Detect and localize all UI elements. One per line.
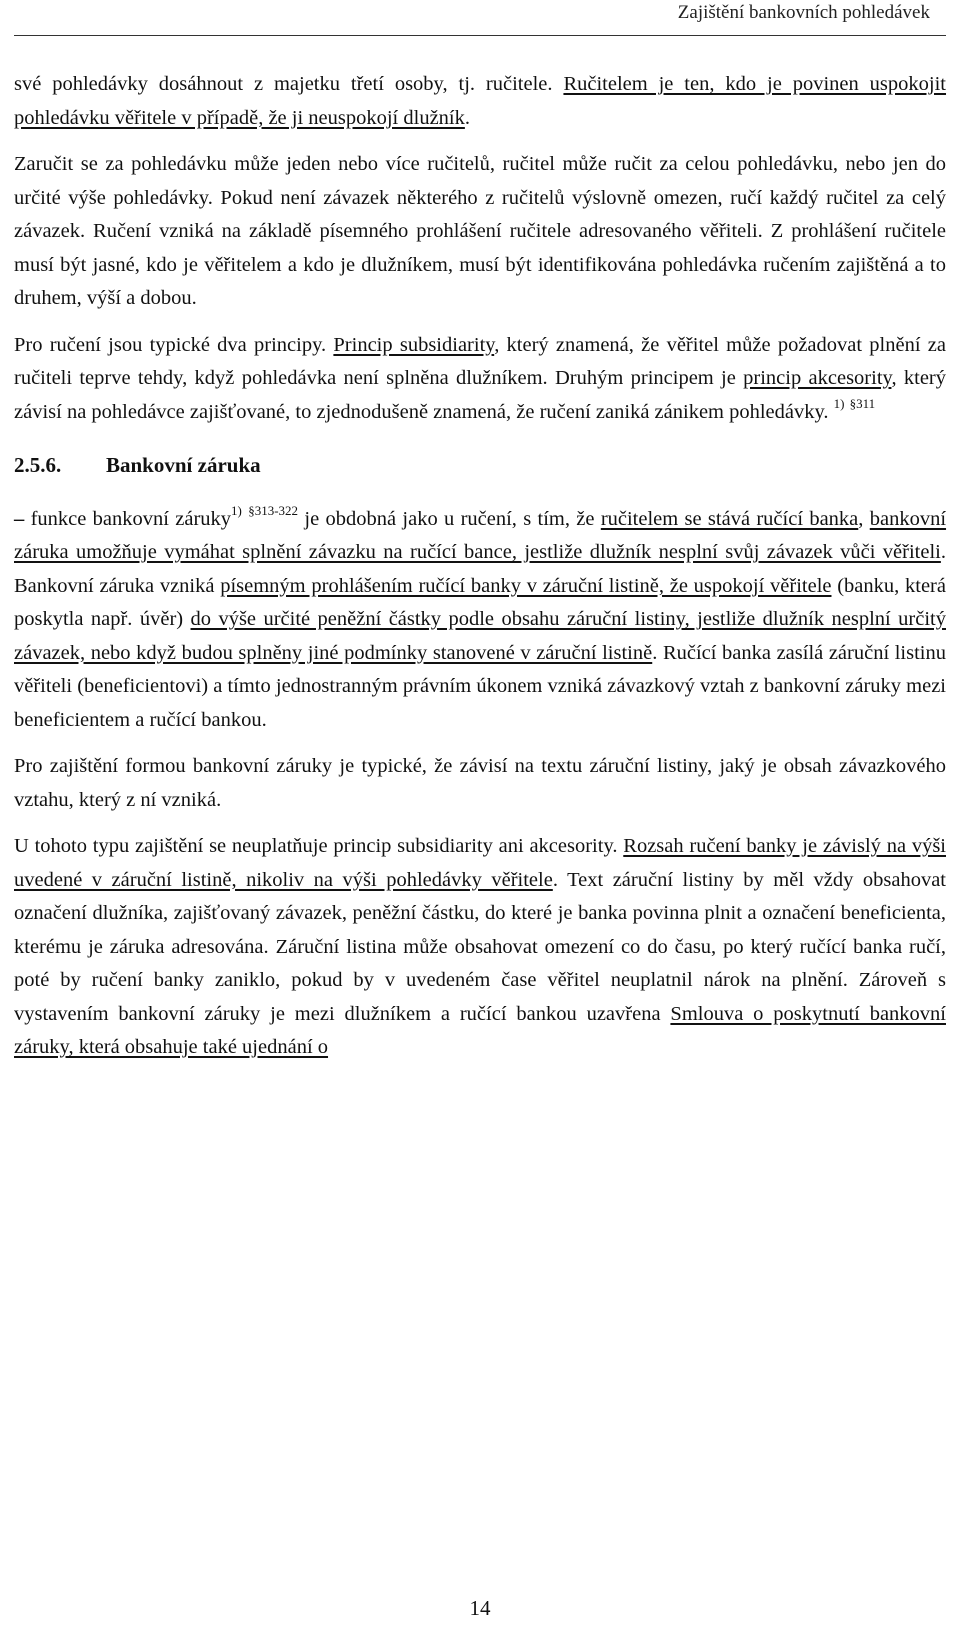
legal-reference: §313-322 xyxy=(248,502,299,518)
section-number: 2.5.6. xyxy=(14,453,62,477)
underlined-text: bankovní záruka umožňuje vymáhat splnění závazku na ručící bance, jestliže dlužník nesplní svůj závazek vůči věřiteli xyxy=(14,507,947,563)
text-run: . Bankovní záruka vzniká xyxy=(14,541,946,597)
paragraph-principles xyxy=(14,329,946,430)
text-run: , který znamená, že věřitel může požadovat plnění za ručiteli teprve tehdy, když pohledávka není splněna dlužníkem. Druhým principem je xyxy=(14,333,946,389)
paragraph-guarantee-scope xyxy=(14,830,946,1065)
paragraph-bank-guarantee-function xyxy=(14,503,946,738)
text-run: je obdobná jako u ručení, s tím, že xyxy=(298,507,601,530)
text-run: , xyxy=(858,507,870,530)
running-header: Zajištění bankovních pohledávek xyxy=(677,2,930,23)
text-run: U tohoto typu zajištění se neuplatňuje princip subsidiarity ani akcesority. xyxy=(14,835,624,857)
text-run: . xyxy=(464,106,470,129)
text-run: . Text záruční listiny by měl vždy obsahovat označení dlužníka, zajišťovaný závazek, peněžní částku, do které je banka povinna plnit a označení beneficienta, kterému je záruka adresována. Záruční listina může obsahovat omezení co do času, po který ručící banka ručí, poté by ručení banky zaniklo, pokud by v uvedeném čase věřitel neuplatnil nárok na plnění. Zároveň s vystavením bankovní záruky je mezi dlužníkem a ručící bankou uzavřena xyxy=(14,868,946,1025)
underlined-text: princip akcesority xyxy=(743,367,892,389)
legal-reference: §311 xyxy=(849,395,876,411)
underlined-text: Princip subsidiarity xyxy=(333,333,495,356)
underlined-text: ručitelem se stává ručící banka xyxy=(600,507,859,530)
page-body xyxy=(14,68,946,1078)
paragraph-guarantor-scope: Zaručit se za pohledávku může jeden nebo více ručitelů, ručitel může ručit za celou pohledávku, nebo jen do určité výše pohledávky. Pokud není závazek některého z ručitelů výslovně omezen, ručí každý ručitel za celý závazek. Ručení vzniká na základě písemného prohlášení ručitele adresovaného věřiteli. Z prohlášení ručitele musí být jasné, kdo je věřitelem a kdo je dlužníkem, musí být identifikována pohledávka ručením zajištěná a to druhem, výší a dobou. xyxy=(14,153,946,309)
page-number: 14 xyxy=(469,1596,491,1620)
paragraph-guarantee-form: Pro zajištění formou bankovní záruky je typické, že závisí na textu záruční listiny, jaký je obsah závazkového vztahu, který z ní vzniká. xyxy=(14,755,946,811)
text-run: , který závisí na pohledávce zajišťované, to zjednodušeně znamená, že ručení zaniká zánikem pohledávky. xyxy=(14,367,947,423)
section-heading xyxy=(14,449,946,483)
text-run: své pohledávky dosáhnout z majetku třetí osoby, tj. ručitele. xyxy=(14,73,564,95)
text-run: . Ručící banka zasílá záruční listinu věřiteli (beneficientovi) a tímto jednostranným právním úkonem vzniká závazkový vztah z bankovní záruky mezi beneficientem a ručící bankou. xyxy=(14,641,946,731)
underlined-text: Ručitelem je ten, kdo je povinen uspokojit pohledávku věřitele v případě, že ji neuspokojí dlužník xyxy=(14,73,947,129)
text-run: Pro ručení jsou typické dva principy. xyxy=(14,333,334,356)
underlined-text: Rozsah ručení banky je závislý na výši uvedené v záruční listině, nikoliv na výši pohledávky věřitele xyxy=(14,835,946,891)
dash-bullet: – xyxy=(14,507,25,530)
text-run: funkce bankovní záruky xyxy=(24,507,232,530)
underlined-text: Smlouva o poskytnutí bankovní záruky, která obsahuje také ujednání o xyxy=(14,1002,946,1058)
footnote-reference: 1) xyxy=(231,502,242,518)
paragraph-guarantor-definition xyxy=(14,68,946,135)
footnote-reference: 1) xyxy=(833,395,845,411)
underlined-text: do výše určité peněžní částky podle obsahu záruční listiny, jestliže dlužník nesplní určitý závazek, nebo když budou splněny jiné podmínky stanovené v záruční listině xyxy=(14,608,946,664)
header-divider xyxy=(14,35,946,36)
section-title: Bankovní záruka xyxy=(106,453,261,477)
underlined-text: písemným prohlášením ručící banky v záruční listině, že uspokojí věřitele xyxy=(220,574,832,597)
text-run: (banku, která poskytla např. úvěr) xyxy=(14,574,946,630)
